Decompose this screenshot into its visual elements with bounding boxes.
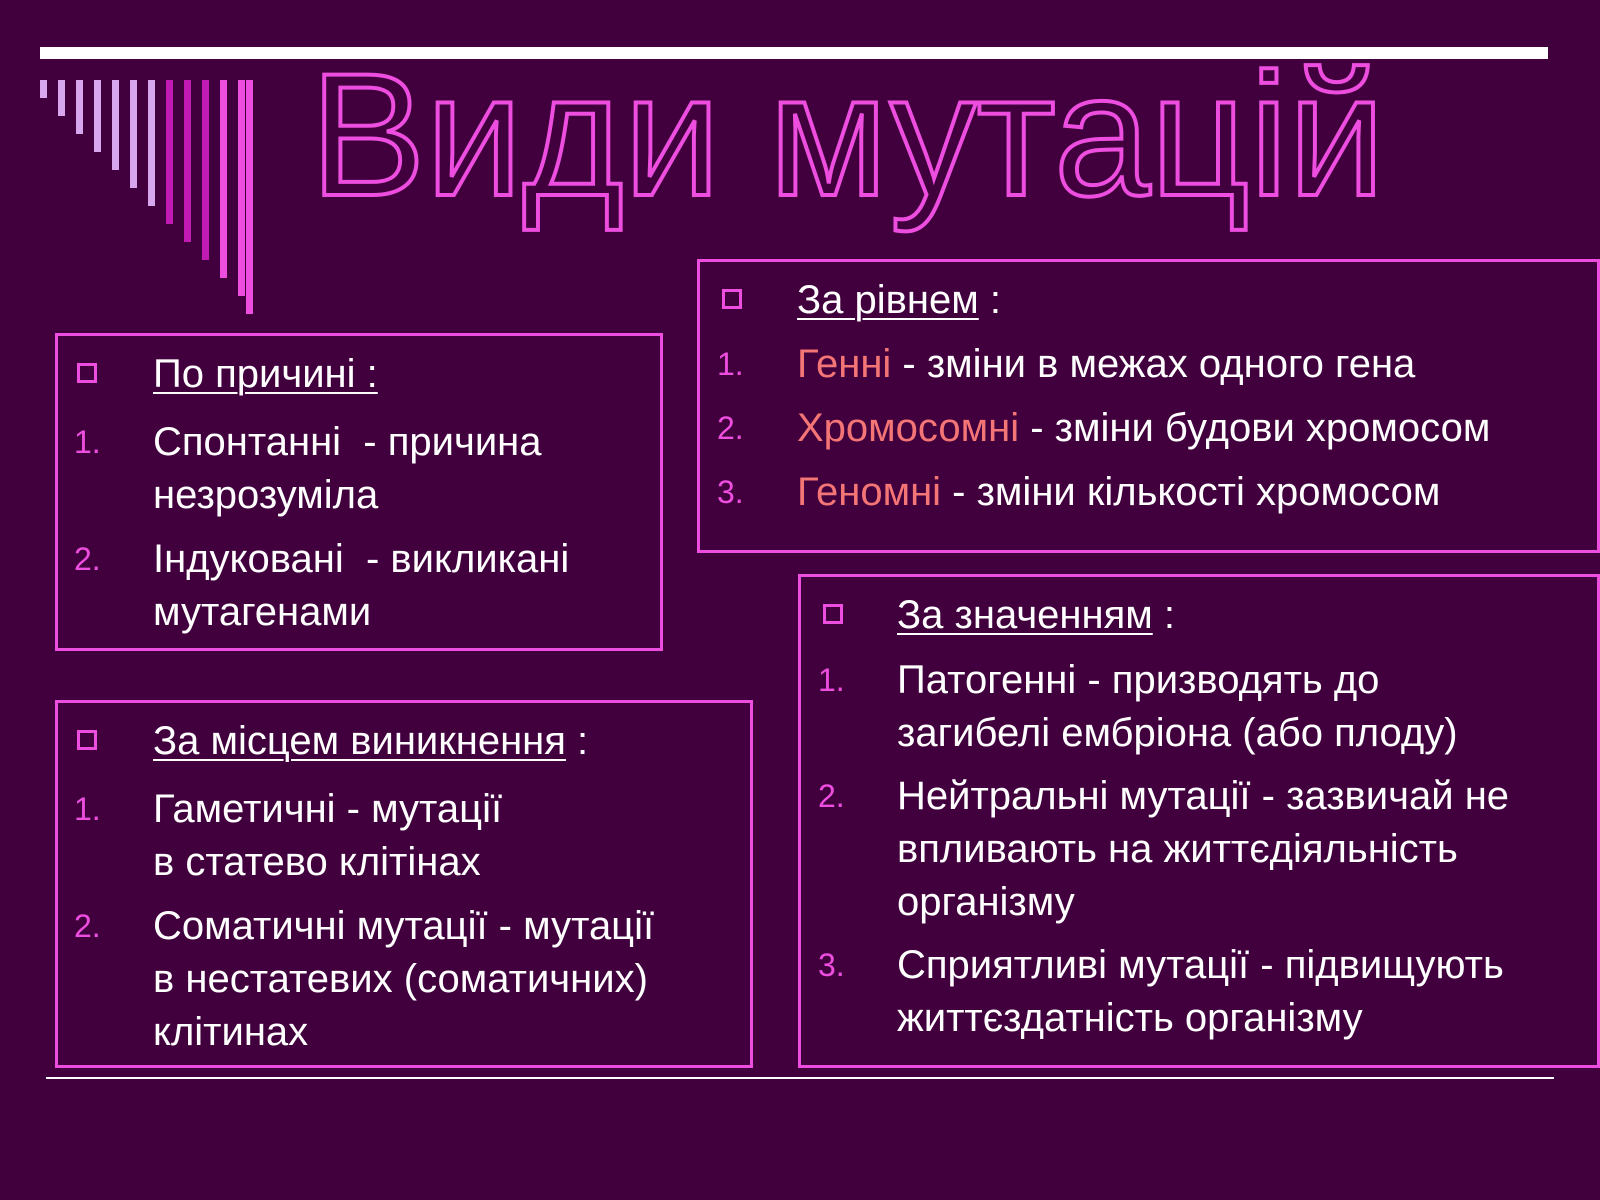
list-item-line: впливають на життєдіяльність xyxy=(897,827,1458,871)
by-location-heading-text: За місцем виникнення xyxy=(153,719,566,763)
list-marker: 2. xyxy=(818,778,845,814)
list-item-line: Патогенні - призводять до xyxy=(897,658,1380,702)
list-marker: 1. xyxy=(818,662,845,698)
list-item-line: Спонтанні - причина xyxy=(153,420,542,464)
stripe xyxy=(202,80,209,260)
heading-suffix: : xyxy=(978,278,1001,322)
heading-suffix: : xyxy=(1152,593,1175,637)
list-item xyxy=(797,338,1415,391)
by-significance-heading-text: За значенням xyxy=(897,593,1153,637)
by-significance-box xyxy=(798,574,1600,1068)
mutation-description: - зміни в межах одного гена xyxy=(891,342,1416,386)
stripe xyxy=(40,80,47,98)
stripe xyxy=(220,80,227,278)
list-item xyxy=(797,402,1490,455)
by-location-heading xyxy=(153,717,588,765)
slide-title xyxy=(310,55,1440,265)
list-item xyxy=(897,939,1504,1045)
by-significance-heading xyxy=(897,591,1175,639)
list-item-line: клітинах xyxy=(153,1010,309,1054)
list-marker: 3. xyxy=(818,947,845,983)
hollow-square-icon xyxy=(823,604,843,624)
mutation-term: Хромосомні xyxy=(797,406,1020,450)
by-level-heading xyxy=(797,276,1001,324)
list-item-line: Індуковані - викликані xyxy=(153,537,570,581)
by-cause-box xyxy=(55,333,663,651)
by-level-heading-text: За рівнем xyxy=(797,278,979,322)
list-marker: 2. xyxy=(74,541,101,577)
stripe xyxy=(76,80,83,134)
decorative-stripes xyxy=(40,80,270,330)
mutation-description: - зміни кількості хромосом xyxy=(941,470,1441,514)
list-item-line: Гаметичні - мутації xyxy=(153,787,503,831)
list-item xyxy=(153,533,569,639)
stripe xyxy=(148,80,155,206)
list-item-line: Соматичні мутації - мутації xyxy=(153,904,655,948)
list-item-line: в статево клітінах xyxy=(153,840,481,884)
hollow-square-icon xyxy=(722,289,742,309)
list-item xyxy=(153,783,502,889)
title-text: Види мутацій xyxy=(310,55,1385,233)
by-level-box xyxy=(697,259,1600,553)
list-item xyxy=(897,654,1458,760)
list-item-line: життєздатність організму xyxy=(897,996,1363,1040)
stripe xyxy=(58,80,65,116)
bottom-divider xyxy=(46,1077,1554,1079)
list-item xyxy=(897,770,1509,929)
heading-suffix: : xyxy=(565,719,589,763)
stripe xyxy=(94,80,101,152)
list-marker: 2. xyxy=(74,908,101,944)
list-marker: 3. xyxy=(717,474,744,510)
mutation-description: - зміни будови хромосом xyxy=(1019,406,1491,450)
by-location-box xyxy=(55,700,753,1068)
mutation-term: Генні xyxy=(797,342,892,386)
list-marker: 1. xyxy=(74,424,101,460)
list-marker: 1. xyxy=(74,791,101,827)
list-item-line: мутагенами xyxy=(153,590,372,634)
stripe xyxy=(238,80,245,296)
stripe xyxy=(166,80,173,224)
stripe xyxy=(184,80,191,242)
by-cause-heading-text: По причині : xyxy=(153,352,378,396)
list-item-line: незрозуміла xyxy=(153,473,379,517)
by-cause-heading xyxy=(153,350,378,398)
hollow-square-icon xyxy=(77,730,97,750)
list-item xyxy=(153,416,542,522)
list-item-line: в нестатевих (соматичних) xyxy=(153,957,648,1001)
list-item xyxy=(797,466,1440,519)
mutation-term: Геномні xyxy=(797,470,942,514)
stripe xyxy=(130,80,137,188)
stripe xyxy=(112,80,119,170)
hollow-square-icon xyxy=(77,363,97,383)
stripe xyxy=(246,80,253,314)
list-marker: 2. xyxy=(717,410,744,446)
list-item-line: організму xyxy=(897,880,1075,924)
list-item-line: загибелі ембріона (або плоду) xyxy=(897,711,1458,755)
title-svg xyxy=(310,55,1440,265)
list-item-line: Сприятливі мутації - підвищують xyxy=(897,943,1504,987)
list-item-line: Нейтральні мутації - зазвичай не xyxy=(897,774,1510,818)
list-marker: 1. xyxy=(717,346,744,382)
list-item xyxy=(153,900,654,1059)
